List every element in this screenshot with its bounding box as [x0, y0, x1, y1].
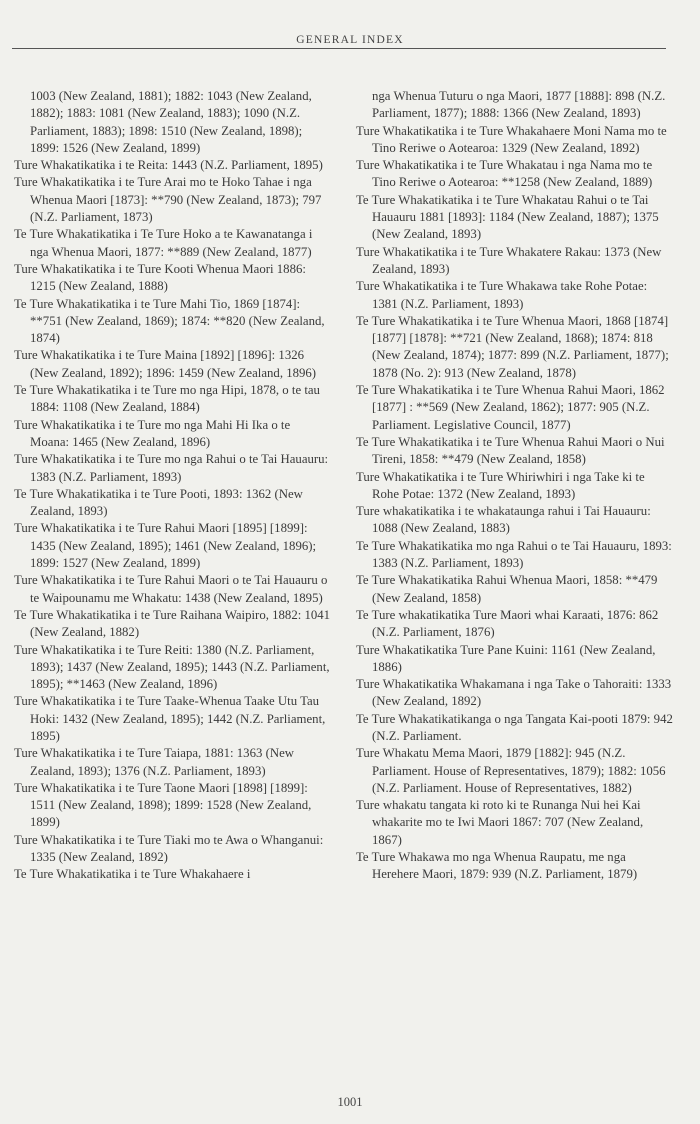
- index-entry: Ture whakatu tangata ki roto ki te Runanga Nui hei Kai whakarite mo te Iwi Maori 1867: 707 (New Zealand, 1867): [356, 798, 644, 847]
- index-entry: Te Ture Whakatikatika i te Ture Raihana Waipiro, 1882: 1041 (New Zealand, 1882): [14, 607, 331, 640]
- index-entry: Te Ture Whakatikatika Rahui Whenua Maori, 1858: **479 (New Zealand, 1858): [356, 573, 658, 605]
- index-entry: nga Whenua Tuturu o nga Maori, 1877 [1888]: 898 (N.Z. Parliament, 1877); 1888: 1366 (New Zealand, 1893): [372, 89, 666, 121]
- index-entry: Ture Whakatikatika i te Ture Taone Maori [1898] [1899]: 1511 (New Zealand, 1898); 1899: 1528 (New Zealand, 1899): [14, 780, 312, 830]
- index-entry: Ture Whakatikatika i te Ture Reiti: 1380 (N.Z. Parliament, 1893); 1437 (New Zealand, 1895); 1443 (N.Z. Parliament, 1895); **1463 (New Zealand, 1896): [14, 642, 330, 692]
- index-entry: Te Ture Whakatikatika mo nga Rahui o te Tai Hauauru, 1893: 1383 (N.Z. Parliament, 1893): [356, 538, 672, 571]
- index-entry: Te Ture Whakatikatika i te Ture Pooti, 1893: 1362 (New Zealand, 1893): [14, 486, 303, 519]
- index-entry: Ture Whakatikatika i te Ture Whakatere Rakau: 1373 (New Zealand, 1893): [356, 244, 662, 276]
- index-entry: Ture Whakatikatika i te Reita: 1443 (N.Z. Parliament, 1895): [14, 158, 323, 173]
- index-entry: Te Ture Whakatikatikanga o nga Tangata Kai-pooti 1879: 942 (N.Z. Parliament.: [356, 711, 673, 743]
- index-entry: 1003 (New Zealand, 1881); 1882: 1043 (New Zealand, 1882); 1883: 1081 (New Zealand, 1883); 1090 (N.Z. Parliament, 1883); 1898: 1510 (New Zealand, 1898); 1899: 1526 (New Zealand, 1899): [30, 89, 312, 155]
- index-entry: Ture Whakatikatika i te Ture Taake-Whenua Taake Utu Tau Hoki: 1432 (New Zealand, 1895); 1442 (N.Z. Parliament, 1895): [14, 694, 326, 743]
- index-entry: Ture Whakatikatika i te Ture Taiapa, 1881: 1363 (New Zealand, 1893); 1376 (N.Z. Parliament, 1893): [14, 746, 294, 778]
- index-entry: Te Ture Whakawa mo nga Whenua Raupatu, me nga Herehere Maori, 1879: 939 (N.Z. Parliament, 1879): [356, 850, 638, 882]
- index-entry: Te Ture Whakatikatika i te Ture mo nga Hipi, 1878, o te tau 1884: 1108 (New Zealand, 1884): [14, 383, 320, 415]
- index-entry: Ture Whakatu Mema Maori, 1879 [1882]: 945 (N.Z. Parliament. House of Representatives, 1879); 1882: 1056 (N.Z. Parliament. House of Representatives, 1882): [356, 746, 666, 795]
- index-entry: Ture Whakatikatika i te Ture mo nga Rahui o te Tai Hauauru: 1383 (N.Z. Parliament, 1893): [14, 452, 329, 484]
- index-entry: Ture Whakatikatika i te Ture mo nga Mahi Hi Ika o te Moana: 1465 (New Zealand, 1896): [14, 417, 291, 449]
- index-entry: Ture Whakatikatika i te Ture Whiriwhiri i nga Take ki te Rohe Potae: 1372 (New Zealand, 1893): [356, 469, 645, 501]
- index-entry: Ture Whakatikatika i te Ture Tiaki mo te Awa o Whanganui: 1335 (New Zealand, 1892): [14, 832, 324, 865]
- index-entry: Te Ture Whakatikatika i te Ture Whenua Rahui Maori, 1862 [1877] : **569 (New Zealand, 1862); 1877: 905 (N.Z. Parliament. Legislative Council, 1877): [356, 383, 665, 432]
- index-entry: Ture Whakatikatika i te Ture Rahui Maori o te Tai Hauauru o te Waipounamu me Whakatu: 1438 (New Zealand, 1895): [14, 573, 328, 605]
- index-entry: Ture Whakatikatika i te Ture Whakawa take Rohe Potae: 1381 (N.Z. Parliament, 1893): [356, 279, 648, 311]
- index-entry: Ture Whakatikatika i te Ture Kooti Whenua Maori 1886: 1215 (New Zealand, 1888): [14, 261, 306, 294]
- index-entry: Te Ture Whakatikatika i te Ture Whakahaere i: [14, 867, 251, 882]
- index-entry: Te Ture whakatikatika Ture Maori whai Karaati, 1876: 862 (N.Z. Parliament, 1876): [356, 607, 659, 640]
- index-column-left: [14, 88, 332, 884]
- index-entry: Ture Whakatikatika Ture Pane Kuini: 1161 (New Zealand, 1886): [356, 642, 656, 674]
- index-entry: Ture whakatikatika i te whakataunga rahui i Tai Hauauru: 1088 (New Zealand, 1883): [356, 504, 651, 536]
- index-entry: Ture Whakatikatika i te Ture Arai mo te Hoko Tahae i nga Whenua Maori [1873]: **790 (New Zealand, 1873); 797 (N.Z. Parliament, 1873): [14, 175, 322, 225]
- index-entry: Ture Whakatikatika i te Ture Whakatau i nga Nama mo te Tino Reriwe o Aotearoa: **1258 (New Zealand, 1889): [356, 158, 653, 190]
- index-entry: Te Ture Whakatikatika i te Ture Whakatau Rahui o te Tai Hauauru 1881 [1893]: 1184 (New Zealand, 1887); 1375 (New Zealand, 1893): [356, 192, 659, 242]
- index-entry: Te Ture Whakatikatika i te Ture Whenua Rahui Maori o Nui Tireni, 1858: **479 (New Zealand, 1858): [356, 434, 665, 467]
- index-entry: Ture Whakatikatika i te Ture Maina [1892] [1896]: 1326 (New Zealand, 1892); 1896: 1459 (New Zealand, 1896): [14, 348, 317, 380]
- index-column-right: [356, 88, 674, 884]
- index-entry: Ture Whakatikatika Whakamana i nga Take o Tahoraiti: 1333 (New Zealand, 1892): [356, 677, 672, 709]
- index-entry: Te Ture Whakatikatika i Te Ture Hoko a te Kawanatanga i nga Whenua Maori, 1877: **889 (New Zealand, 1877): [14, 227, 313, 259]
- index-entry: Te Ture Whakatikatika i te Ture Mahi Tio, 1869 [1874]: **751 (New Zealand, 1869); 1874: **820 (New Zealand, 1874): [14, 296, 325, 346]
- index-entry: Ture Whakatikatika i te Ture Whakahaere Moni Nama mo te Tino Reriwe o Aotearoa: 1329 (New Zealand, 1892): [356, 123, 667, 155]
- page-number: 1001: [337, 1095, 363, 1109]
- index-entry: Ture Whakatikatika i te Ture Rahui Maori [1895] [1899]: 1435 (New Zealand, 1895); 1461 (New Zealand, 1896); 1899: 1527 (New Zealand, 1899): [14, 521, 317, 571]
- header-rule: [12, 48, 666, 49]
- running-head: GENERAL INDEX: [296, 34, 404, 46]
- index-entry: Te Ture Whakatikatika i te Ture Whenua Maori, 1868 [1874] [1877] [1878]: **721 (New Zealand, 1868); 1874: 818 (New Zealand, 1874); 1877: 899 (N.Z. Parliament, 1877); 1878 (No. 2): 913 (New Zealand, 1878): [356, 313, 669, 380]
